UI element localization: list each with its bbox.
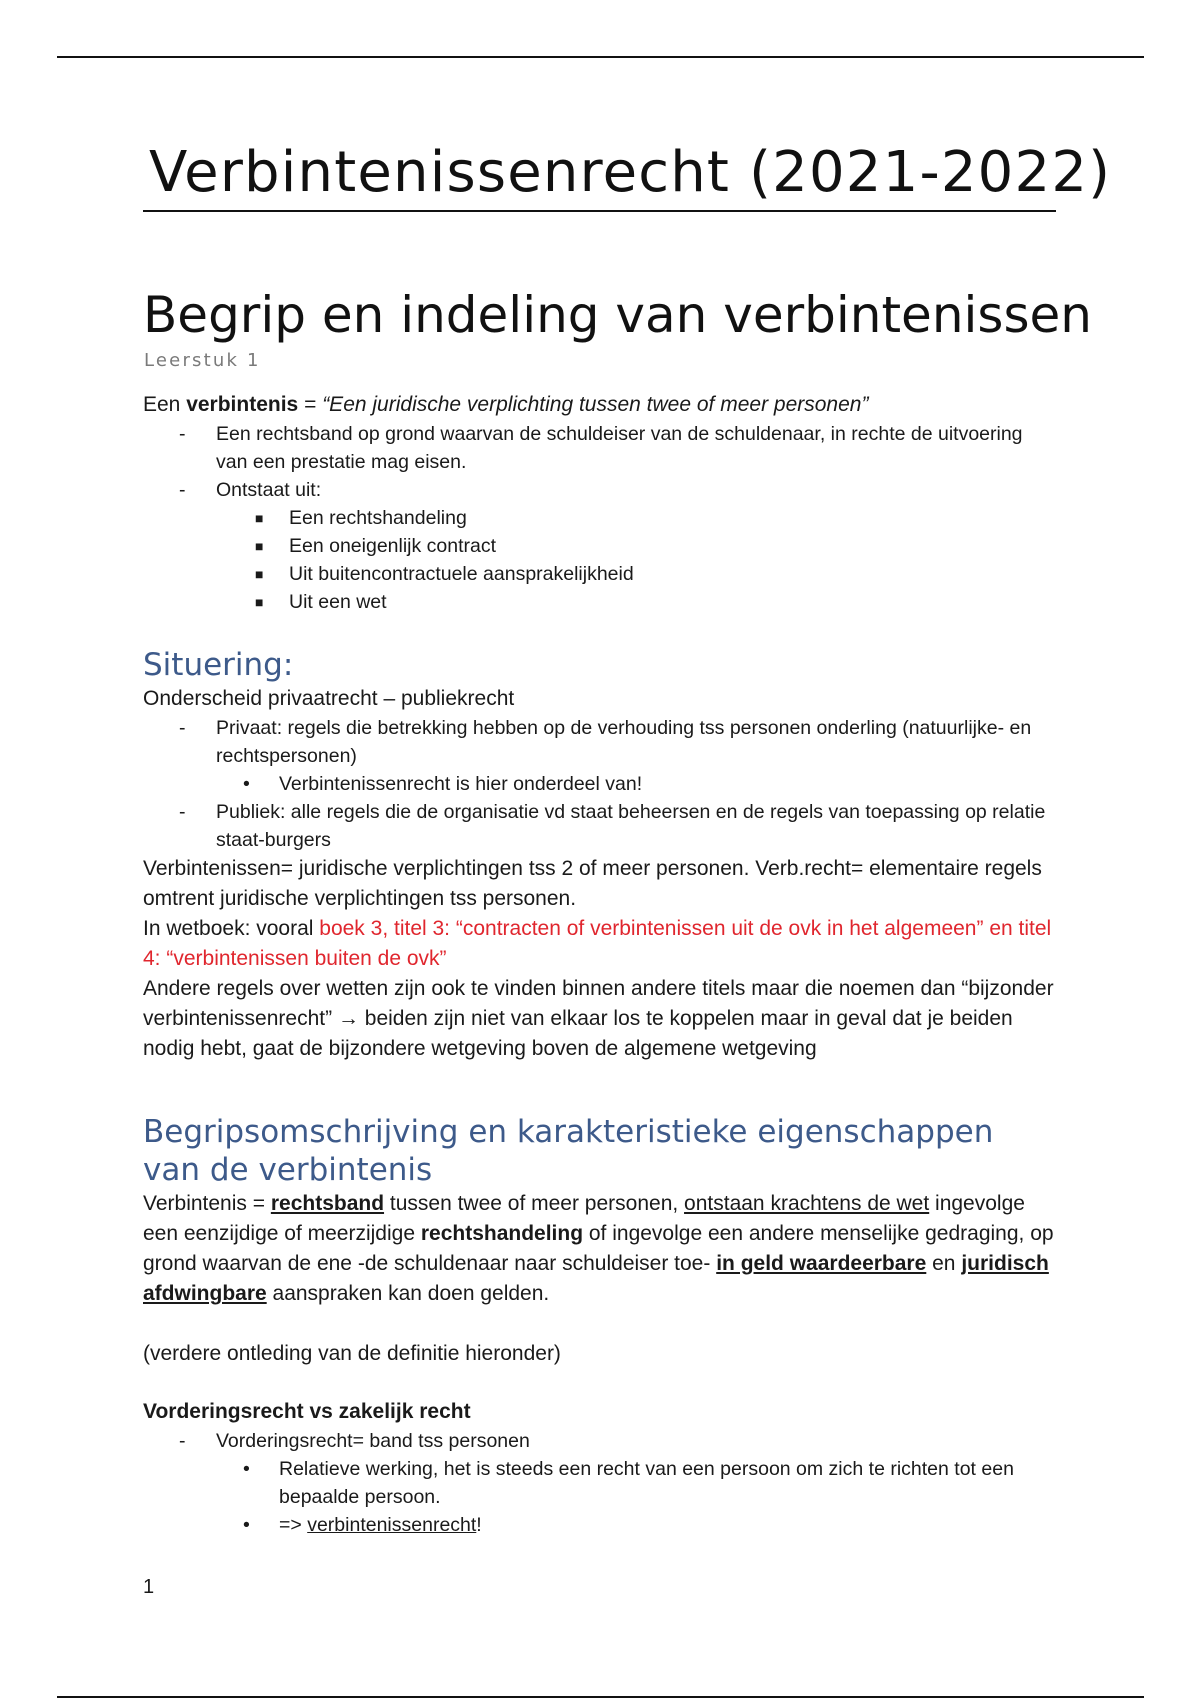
situering-points — [143, 714, 1058, 770]
wetboek-prefix: In wetboek: vooral — [143, 917, 320, 940]
round-bullet-icon: • — [243, 1514, 250, 1536]
round-bullet-icon: • — [243, 773, 250, 795]
list-item — [143, 560, 1058, 588]
dash-bullet: - — [179, 479, 186, 501]
vordering-sub-suffix: ! — [476, 1514, 482, 1536]
list-item — [143, 588, 1058, 616]
chapter-title: Begrip en indeling van verbintenissen — [143, 286, 1092, 344]
round-bullet-icon: • — [243, 1458, 250, 1480]
def-rechtshandeling: rechtshandeling — [420, 1222, 584, 1245]
situering-paragraph-2 — [143, 914, 1058, 974]
intro-point-text: Ontstaat uit: — [216, 479, 322, 501]
def-part: Verbintenis = — [143, 1192, 271, 1215]
intro-quote: “Een juridische verplichting tussen twee of meer personen” — [322, 393, 869, 416]
arrow-right-icon: → — [337, 1007, 359, 1030]
def-rechtsband: rechtsband — [270, 1192, 385, 1215]
begrip-section — [143, 1113, 1058, 1539]
intro-prefix: Een — [143, 393, 187, 416]
square-bullet-icon: ■ — [255, 566, 264, 582]
wetboek-reference: boek 3, titel 3: “contracten of verbintenissen uit de ovk in het algemeen” en titel 4: “verbintenissen buiten de ovk” — [143, 917, 1052, 970]
privaat-text: Privaat: regels die betrekking hebben op de verhouding tss personen onderling (natuurlijke- en rechtspersonen) — [216, 717, 1032, 767]
header-rule — [57, 56, 1144, 58]
list-item — [143, 770, 1058, 798]
list-item — [143, 476, 1058, 504]
dash-bullet: - — [179, 1430, 186, 1452]
situering-paragraph-3 — [143, 974, 1058, 1064]
begrip-heading: Begripsomschrijving en karakteristieke eigenschappen van de verbintenis — [143, 1114, 994, 1188]
list-item — [143, 504, 1058, 532]
situering-subpoints — [143, 770, 1058, 798]
def-part: tussen twee of meer personen, — [384, 1192, 685, 1215]
chapter-subtitle: Leerstuk 1 — [144, 350, 261, 371]
vordering-subpoints — [143, 1455, 1058, 1539]
def-part: ingevolge een eenzijdige of meerzijdige — [143, 1192, 1025, 1245]
para3-a: Andere regels over wetten zijn ook te vinden binnen andere titels maar die noemen dan “bijzonder verbintenissenrecht” — [143, 977, 1054, 1030]
source-text: Een rechtshandeling — [289, 507, 467, 529]
def-krachtens: ontstaan krachtens de wet — [684, 1192, 930, 1215]
footer-rule — [57, 1696, 1144, 1698]
intro-points — [143, 420, 1058, 504]
verbintenissenrecht-link: verbintenissenrecht — [307, 1514, 477, 1536]
list-item — [143, 420, 1058, 476]
intro-eq: = — [298, 393, 323, 416]
title-underline — [143, 210, 1056, 212]
privaat-sub-text: Verbintenissenrecht is hier onderdeel van! — [279, 773, 643, 795]
list-item — [143, 1427, 1058, 1455]
situering-section — [143, 646, 1058, 1064]
def-part: of ingevolge een andere menselijke gedraging, op grond waarvan de ene -de schuldenaar naar schuldeiser toe- — [143, 1222, 1054, 1275]
dash-bullet: - — [179, 801, 186, 823]
square-bullet-icon: ■ — [255, 510, 264, 526]
para3-b: beiden zijn niet van elkaar los te koppelen maar in geval dat je beiden nodig hebt, gaat de bijzondere wetgeving boven de algemene wetgeving — [143, 1007, 1013, 1060]
intro-section — [143, 390, 1058, 616]
square-bullet-icon: ■ — [255, 594, 264, 610]
source-text: Uit buitencontractuele aansprakelijkheid — [289, 563, 634, 585]
document-title: Verbintenissenrecht (2021-2022) — [149, 140, 1112, 205]
intro-term: verbintenis — [186, 393, 299, 416]
list-item — [143, 1455, 1058, 1511]
situering-lead: Onderscheid privaatrecht – publiekrecht — [143, 687, 515, 710]
begrip-definition — [143, 1189, 1058, 1309]
vordering-item-text: Vorderingsrecht= band tss personen — [216, 1430, 530, 1452]
page-number: 1 — [143, 1576, 155, 1598]
situering-points-2 — [143, 798, 1058, 854]
intro-sources — [143, 504, 1058, 616]
def-geld: in geld waardeerbare — [716, 1252, 927, 1275]
def-part: en — [926, 1252, 962, 1275]
situering-heading: Situering: — [143, 647, 294, 683]
vordering-heading: Vorderingsrecht vs zakelijk recht — [143, 1400, 471, 1423]
source-text: Uit een wet — [289, 591, 387, 613]
begrip-note: (verdere ontleding van de definitie hieronder) — [143, 1342, 561, 1365]
dash-bullet: - — [179, 717, 186, 739]
list-item — [143, 798, 1058, 854]
def-afdwingbaar: juridisch afdwingbare — [143, 1252, 1049, 1305]
source-text: Een oneigenlijk contract — [289, 535, 497, 557]
def-part: aanspraken kan doen gelden. — [266, 1282, 550, 1305]
vordering-points — [143, 1427, 1058, 1455]
publiek-text: Publiek: alle regels die de organisatie vd staat beheersen en de regels van toepassing op relatie staat-burgers — [216, 801, 1046, 851]
list-item — [143, 532, 1058, 560]
intro-definition — [143, 390, 1058, 420]
square-bullet-icon: ■ — [255, 538, 264, 554]
dash-bullet: - — [179, 423, 186, 445]
vordering-sub-prefix: => — [279, 1514, 308, 1536]
situering-paragraph-1: Verbintenissen= juridische verplichtingen tss 2 of meer personen. Verb.recht= elementaire regels omtrent juridische verplichtingen tss personen. — [143, 857, 1042, 910]
vordering-sub-text: Relatieve werking, het is steeds een recht van een persoon om zich te richten tot een bepaalde persoon. — [279, 1458, 1014, 1508]
list-item — [143, 1511, 1058, 1539]
intro-point-text: Een rechtsband op grond waarvan de schuldeiser van de schuldenaar, in rechte de uitvoering van een prestatie mag eisen. — [216, 423, 1023, 473]
list-item — [143, 714, 1058, 770]
